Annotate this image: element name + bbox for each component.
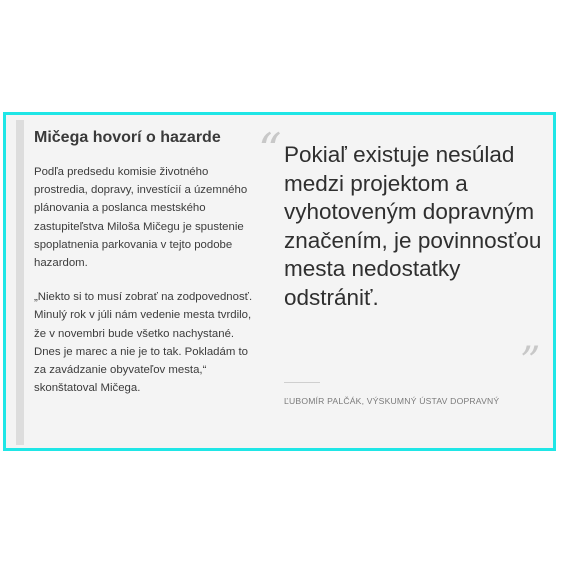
close-quote-icon: ” <box>520 339 541 385</box>
sidebar-title: Mičega hovorí o hazarde <box>34 129 221 146</box>
sidebar-paragraph: Podľa predsedu komisie životného prostredia, dopravy, investícií a územného plánovania a poslanca mestského zastupiteľstva Miloša Mičegu je spustenie spoplatnenia parkovania v tejto podobe hazardom. <box>34 166 248 270</box>
pull-quote-text: Pokiaľ existuje nesúlad medzi projektom a vyhotoveným dopravným značením, je povinnosťou mesta nedostatky odstrániť. <box>284 142 542 310</box>
sidebar-box <box>34 127 259 413</box>
divider <box>284 382 320 383</box>
open-quote-icon: “ <box>258 123 282 177</box>
sidebar-paragraph: „Niekto si to musí zobrať na zodpovednosť. Minulý rok v júli nám vedenie mesta tvrdilo, že v novembri bude všetko nachystané. Dnes je marec a nie je to tak. Pokladám to za zavádzanie obyvateľov mesta,“ skonštatoval Mičega. <box>34 291 253 395</box>
quote-attribution: ĽUBOMÍR PALČÁK, VÝSKUMNÝ ÚSTAV DOPRAVNÝ <box>284 396 500 406</box>
left-accent-bar <box>16 120 24 445</box>
article-sidebar-frame <box>3 112 556 451</box>
